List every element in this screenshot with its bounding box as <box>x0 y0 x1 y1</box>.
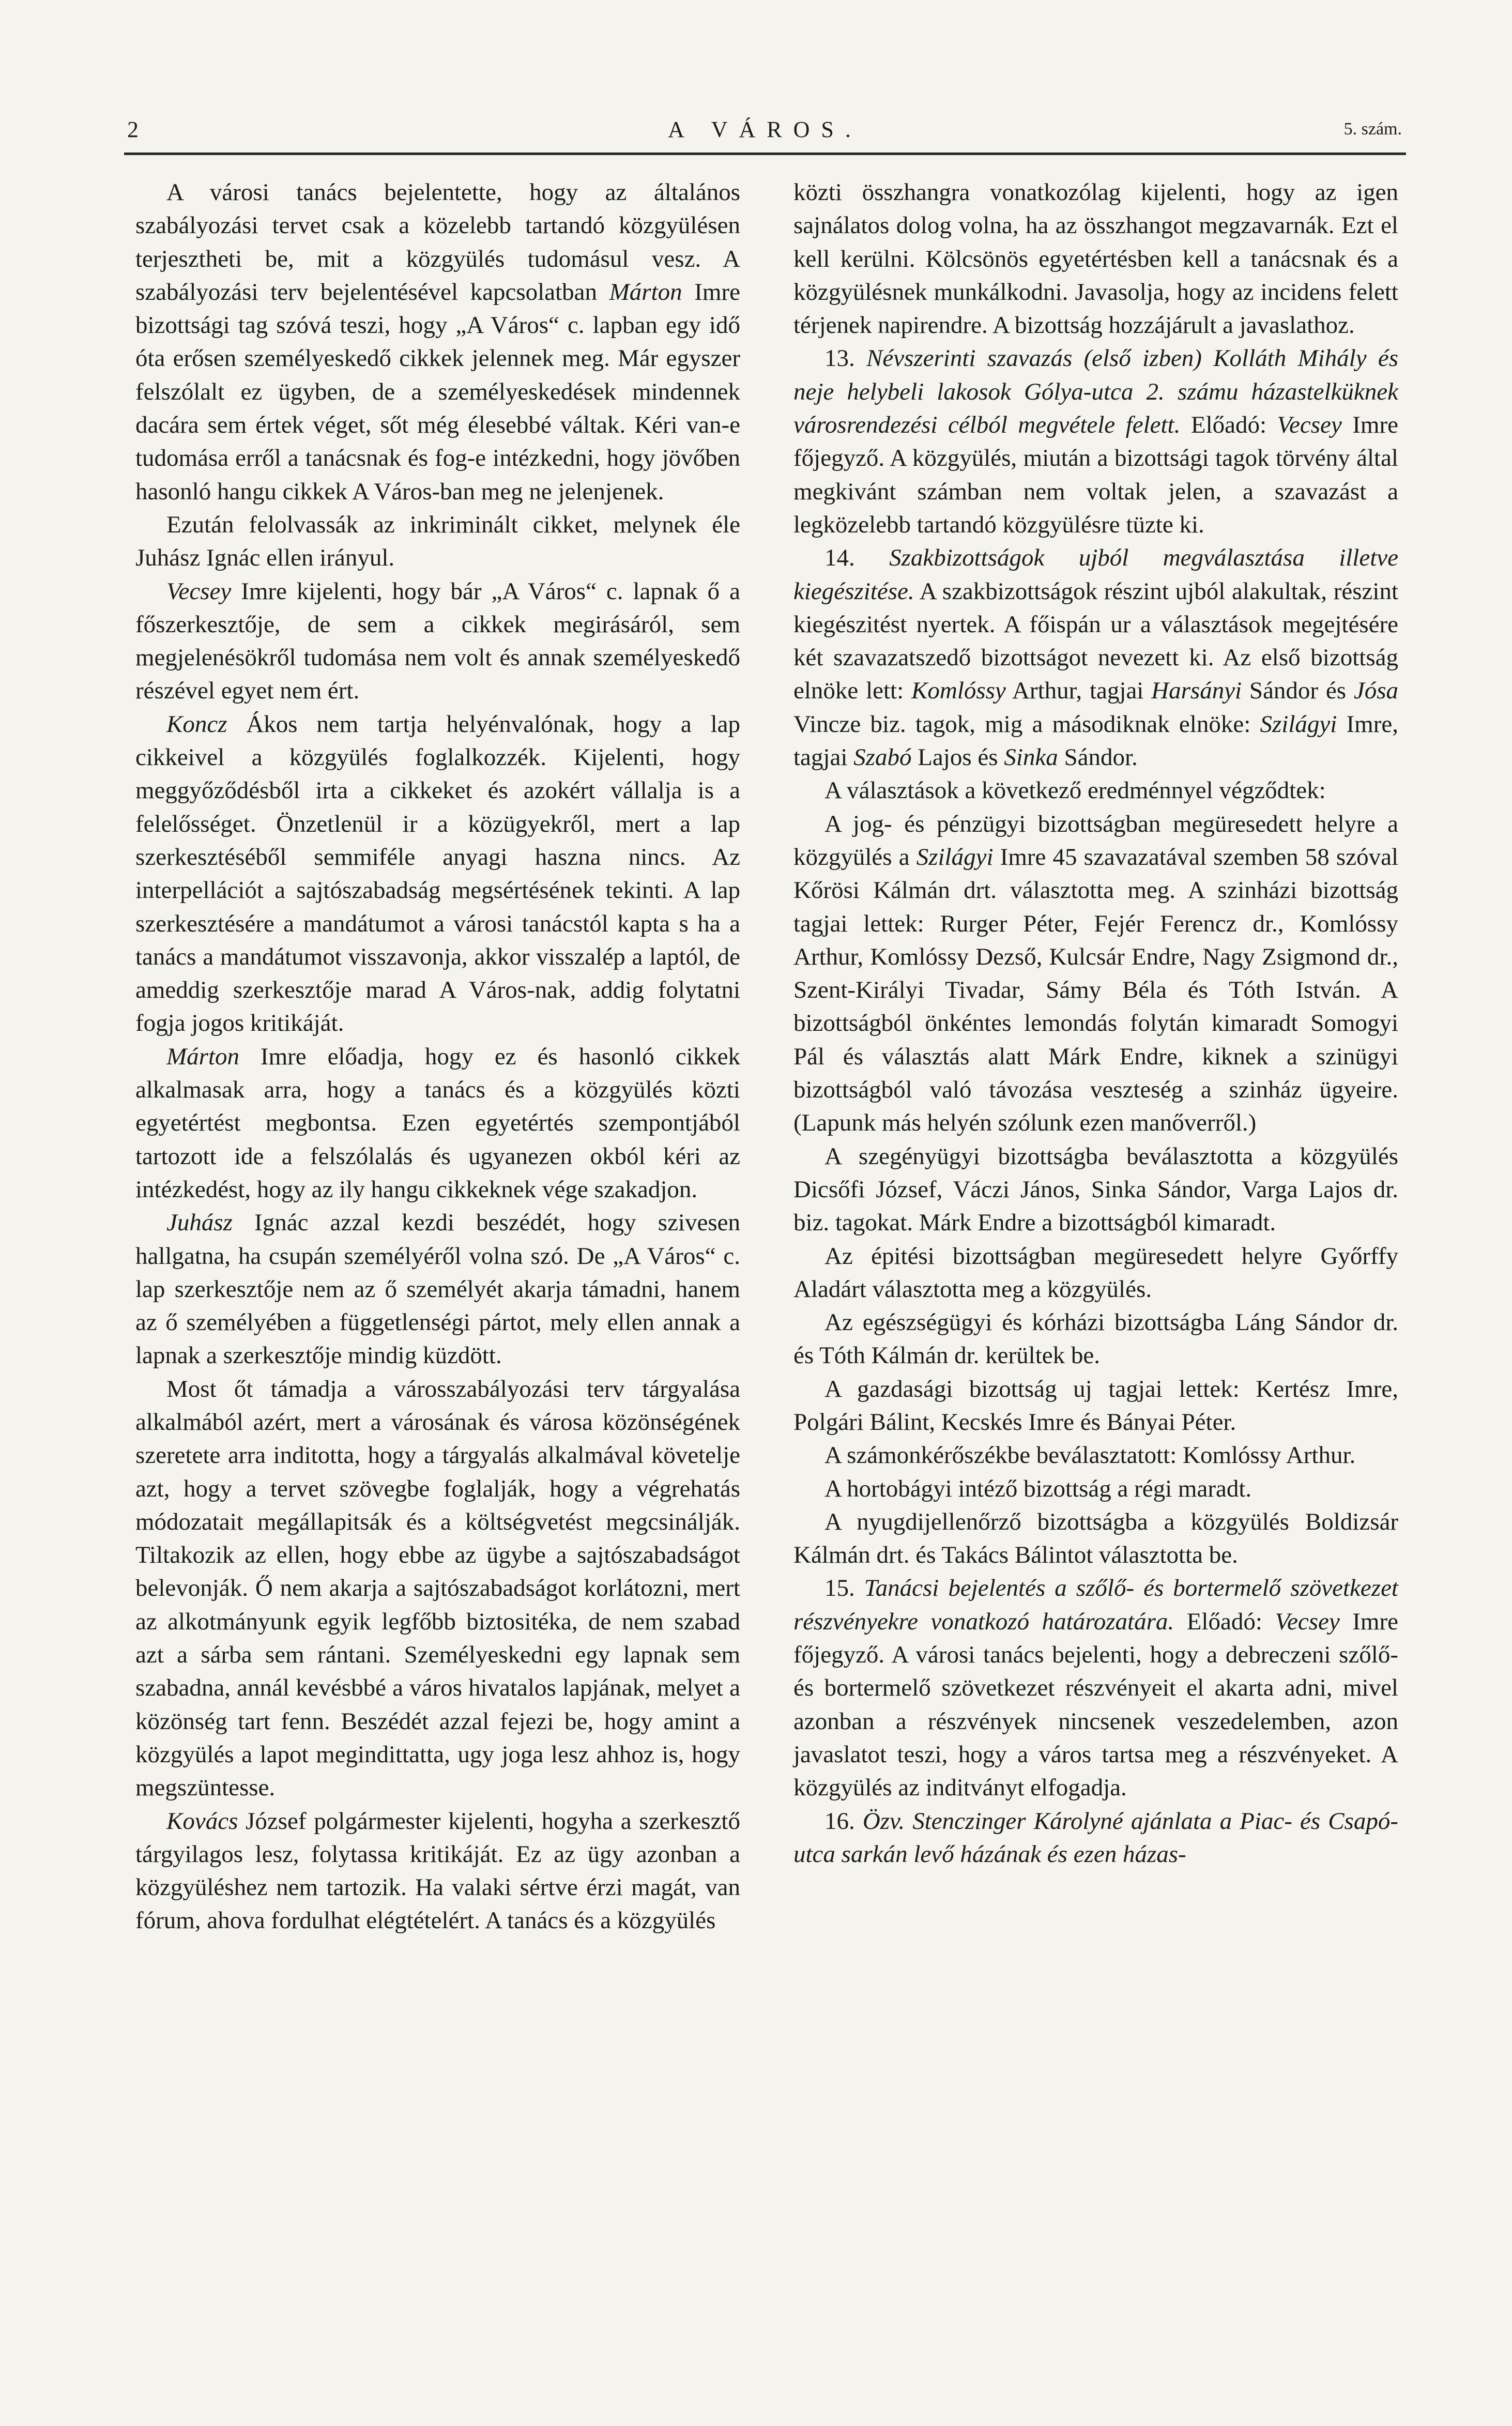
italic-text: Szabó <box>853 744 912 771</box>
text-run: A szegényügyi bizottságba beválasztotta a közgyülés Dicsőfi József, Váczi János, Sinka Sándor, Varga Lajos dr. biz. tagokat. Márk Endre a bizottságból kimaradt. <box>793 1142 1398 1237</box>
text-run: Imre 45 szavazatával szemben 58 szóval Kőrösi Kálmán drt. választotta meg. A szinházi bizottság tagjai lettek: Rurger Péter, Fejér Ferencz dr., Komlóssy Arthur, Komlóssy Dezső, Kulcsár Endre, Nagy Zsigmond dr., Szent-Királyi Tivadar, Sámy Béla és Tóth István. A bizottságból önkéntes lemondás folytán kimaradt Somogyi Pál és választás alatt Márk Endre, kiknek a szinügyi bizottságból való távozása veszteség a szinház ügyeire. (Lapunk más helyén szólunk ezen manőverről.) <box>793 843 1398 1137</box>
paragraph <box>135 176 740 508</box>
text-run: A városi tanács bejelentette, hogy az általános szabályozási tervet csak a közelebb tartandó közgyülésen terjesztheti be, mit a közgyülés tudomásul vesz. A szabályozási terv bejelentésével kapcsolatban <box>135 179 740 306</box>
newspaper-title: A VÁROS. <box>668 117 862 142</box>
text-run: Az épitési bizottságban megüresedett helyre Győrffy Aladárt választotta meg a közgyülés. <box>793 1242 1398 1303</box>
italic-text: Vecsey <box>166 577 232 605</box>
text-run: A hortobágyi intéző bizottság a régi maradt. <box>824 1475 1252 1502</box>
text-run: 16. <box>824 1807 863 1835</box>
text-run: A jog- és pénzügyi bizottságban megüresedett helyre a közgyülés a <box>793 810 1398 871</box>
paragraph <box>793 342 1398 541</box>
italic-text: Komlóssy <box>911 677 1006 705</box>
text-run: Imre bizottsági tag szóvá teszi, hogy „A Város“ c. lapban egy idő óta erősen személyeskedő cikkek jelennek meg. Már egyszer felszólalt ez ügyben, de a személyeskedések mindennek dacára sem értek véget, sőt még élesebbé váltak. Kéri van-e tudomása erről a tanácsnak és fog-e intézkedni, hogy jövőben hasonló hangu cikkek A Város-ban meg ne jelenjenek. <box>135 278 740 505</box>
paragraph <box>135 1040 740 1206</box>
italic-text: Márton <box>166 1043 239 1070</box>
issue-number: 5. szám. <box>1343 119 1402 139</box>
paragraph <box>793 1571 1398 1804</box>
paragraph <box>135 1372 740 1805</box>
text-run: A gazdasági bizottság uj tagjai lettek: Kertész Imre, Polgári Bálint, Kecskés Imre és Bányai Péter. <box>793 1375 1398 1436</box>
text-run: Ákos nem tartja helyénvalónak, hogy a lap cikkeivel a közgyülés foglalkozzék. Kijelenti, hogy meggyőződésből irta a cikkeket és azokért vállalja is a felelősséget. Önzetlenül ir a közügyekről, mert a lap szerkesztéséből semmiféle anyagi haszna nincs. Az interpellációt a sajtószabadság megsértésének tekinti. A lap szerkesztésére a mandátumot a városi tanácstól kapta s ha a tanács a mandátumot visszavonja, akkor visszalép a laptól, de ameddig szerkesztője marad A Város-nak, addig folytatni fogja jogos kritikáját. <box>135 710 740 1037</box>
paragraph <box>135 708 740 1040</box>
italic-text: Szilágyi <box>1260 710 1337 738</box>
paragraph <box>793 1240 1398 1306</box>
text-run: Ezután felolvassák az inkriminált cikket, melynek éle Juhász Ignác ellen irányul. <box>135 511 740 572</box>
text-run: A szakbizottságok részint ujból alakultak, részint kiegészitést nyertek. A főispán ur a választások megejtésére két szavazatszedő bizottságot nevezett ki. Az első bizottság elnöke lett: <box>793 577 1398 705</box>
right-column <box>793 176 1398 1871</box>
paragraph <box>793 1472 1398 1505</box>
text-run: József polgármester kijelenti, hogyha a szerkesztő tárgyilagos lesz, folytassa kritikáját. Ez az ügy azonban a közgyüléshez nem tartozik. Ha valaki sértve érzi magát, van fórum, ahova fordulhat elégtételért. A tanács és a közgyülés <box>135 1807 740 1934</box>
text-run: Imre főjegyző. A közgyülés, miután a bizottsági tagok törvény által megkivánt számban nem voltak jelen, a szavazást a legközelebb tartandó közgyülésre tüzte ki. <box>793 411 1398 538</box>
italic-text: Névszerinti szavazás (első izben) Kolláth Mihály és neje helybeli lakosok Gólya-utca 2. számu házastelküknek városrendezési célból megvétele felett. <box>793 345 1398 439</box>
text-run: Imre előadja, hogy ez és hasonló cikkek alkalmasak arra, hogy a tanács és a közgyülés közti egyetértést megbontsa. Ezen egyetértés szempontjából tartozott ide a felszólalás és ugyanezen okból kéri az intézkedést, hogy az ily hangu cikkeknek vége szakadjon. <box>135 1043 740 1203</box>
text-run: A számonkérőszékbe beválasztatott: Komlóssy Arthur. <box>824 1442 1356 1469</box>
italic-text: Harsányi <box>1151 677 1242 705</box>
italic-text: Szilágyi <box>916 843 994 871</box>
text-run: Lajos és <box>911 744 1004 771</box>
text-run: Sándor. <box>1058 744 1138 771</box>
text-run: Ignác azzal kezdi beszédét, hogy szivesen hallgatna, ha csupán személyéről volna szó. De „A Város“ c. lap szerkesztője nem az ő személyét akarja támadni, hanem az ő személyében a függetlenségi pártot, mely ellen annak a lapnak a szerkesztője mindig küzdött. <box>135 1209 740 1369</box>
paragraph <box>793 1805 1398 1871</box>
italic-text: Jósa <box>1353 677 1398 705</box>
text-run: A nyugdijellenőrző bizottságba a közgyülés Boldizsár Kálmán drt. és Takács Bálintot választotta be. <box>793 1508 1398 1569</box>
text-run: Imre kijelenti, hogy bár „A Város“ c. lapnak ő a főszerkesztője, de sem a cikkek megirásáról, sem megjelenésökről tudomása nem volt és annak személyeskedő részével egyet nem ért. <box>135 577 740 705</box>
paragraph <box>793 1505 1398 1572</box>
text-run: 13. <box>824 345 866 372</box>
text-run: Vincze biz. tagok, mig a másodiknak elnöke: <box>793 710 1260 738</box>
italic-text: Sinka <box>1004 744 1058 771</box>
italic-text: Márton <box>609 278 682 306</box>
text-run: Imre főjegyző. A városi tanács bejelenti, hogy a debreczeni szőlő- és bortermelő szövetkezet részvényeit el akarta adni, mivel azonban a részvények nincsenek veszedelemben, azon javaslatot teszi, hogy a város tartsa meg a részvényeket. A közgyülés az inditványt elfogadja. <box>793 1608 1398 1802</box>
paragraph <box>135 508 740 575</box>
text-run: Most őt támadja a városszabályozási terv tárgyalása alkalmából azért, mert a városának és városa közönségének szeretete arra inditotta, hogy a tárgyalás alkalmával követelje azt, hogy a tervet szövegbe foglalják, hogy a végrehatás módozatait megállapitsák és a költségvetést megcsinálják. Tiltakozik az ellen, hogy ebbe az ügybe a sajtószabadságot belevonják. Ő nem akarja a sajtószabadságot korlátozni, mert az alkotmányunk egyik legfőbb biztositéka, de nem szabad azt a sárba sem rántani. Személyeskedni egy lapnak sem szabadna, annál kevésbbé a város hivatalos lapjának, melyet a közönség tart fenn. Beszédét azzal fejezi be, hogy amint a közgyülés a lapot megindittatta, ugy joga lesz ahhoz is, hogy megszüntesse. <box>135 1375 740 1802</box>
italic-text: Szakbizottságok ujból megválasztása illetve kiegészitése. <box>793 544 1399 605</box>
paragraph <box>135 1206 740 1372</box>
text-run: 15. <box>824 1575 864 1602</box>
text-run: Sándor és <box>1242 677 1354 705</box>
italic-text: Özv. Stenczinger Károlyné ajánlata a Piac- és Csapó-utca sarkán levő házának és ezen házas- <box>793 1807 1398 1868</box>
paragraph <box>793 541 1398 774</box>
italic-text: Koncz <box>166 710 227 738</box>
italic-text: Vecsey <box>1275 1608 1340 1635</box>
page-number: 2 <box>127 117 139 142</box>
text-run: A választások a következő eredménnyel végződtek: <box>824 777 1326 804</box>
paragraph <box>793 1140 1398 1240</box>
paragraph <box>793 774 1398 807</box>
italic-text: Tanácsi bejelentés a szőlő- és bortermelő szövetkezet részvényekre vonatkozó határozatára. <box>793 1575 1398 1635</box>
paragraph <box>793 1372 1398 1439</box>
left-column <box>135 176 740 1937</box>
paragraph <box>135 1805 740 1937</box>
paragraph <box>793 1439 1398 1472</box>
italic-text: Kovács <box>166 1807 238 1835</box>
text-run: Előadó: <box>1174 1608 1275 1635</box>
italic-text: Vecsey <box>1277 411 1342 439</box>
paragraph <box>793 176 1398 342</box>
text-run: Az egészségügyi és kórházi bizottságba Láng Sándor dr. és Tóth Kálmán dr. kerültek be. <box>793 1309 1398 1369</box>
text-run: Imre, tagjai <box>793 710 1398 771</box>
text-run: közti összhangra vonatkozólag kijelenti, hogy az igen sajnálatos dolog volna, ha az összhangot megzavarnák. Ezt el kell kerülni. Kölcsönös egyetértésben kell a tanácsnak és a közgyülésnek munkálkodni. Javasolja, hogy az incidens felett térjenek napirendre. A bizottság hozzájárult a javaslathoz. <box>793 179 1398 339</box>
paragraph <box>793 807 1398 1140</box>
paragraph <box>793 1306 1398 1372</box>
paragraph <box>135 575 740 708</box>
text-run: Arthur, tagjai <box>1005 677 1152 705</box>
page-header <box>124 116 1406 155</box>
text-run: Előadó: <box>1180 411 1277 439</box>
italic-text: Juhász <box>166 1209 233 1237</box>
text-run: 14. <box>824 544 890 572</box>
